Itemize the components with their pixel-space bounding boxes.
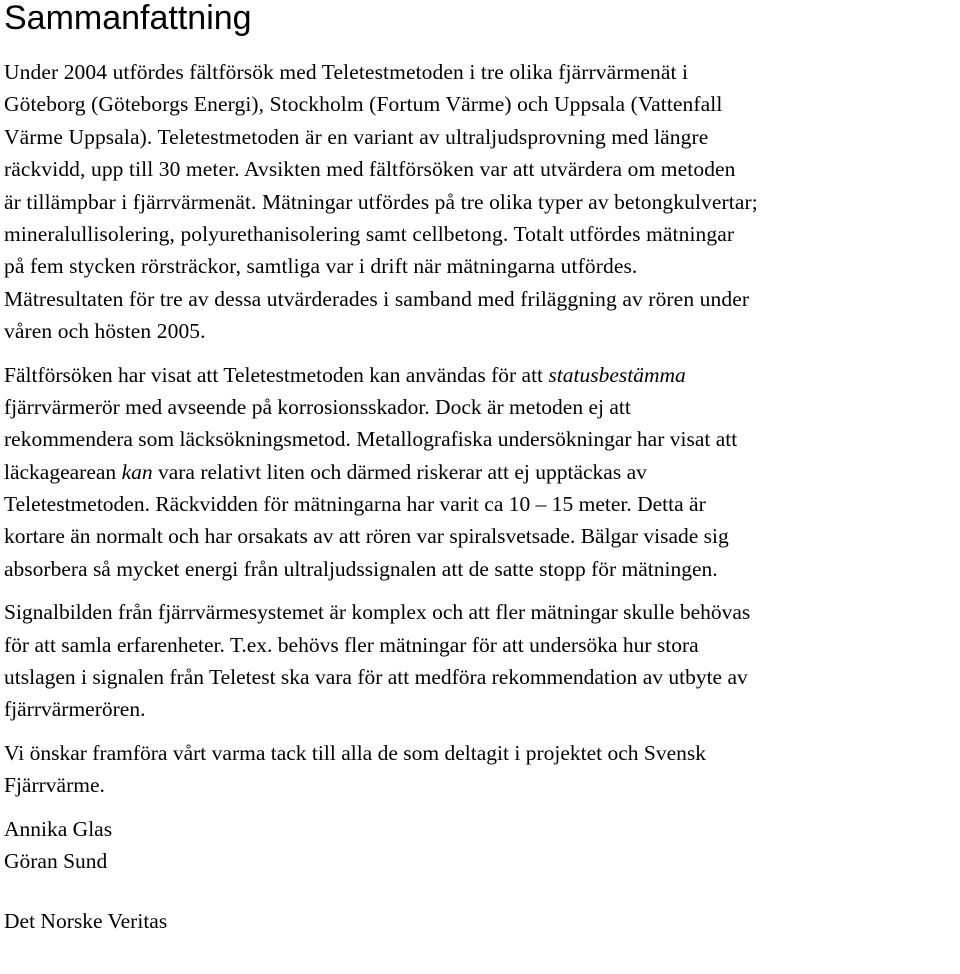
text-run: läckagearean — [4, 459, 122, 484]
text-line: utslagen i signalen från Teletest ska vara för att medföra rekommendation av utbyte av — [4, 665, 748, 690]
text-line: Mätresultaten för tre av dessa utvärderades i samband med friläggning av rören under — [4, 286, 750, 311]
text-line: absorbera så mycket energi från ultraljudssignalen att de satte stopp för mätningen. — [4, 556, 718, 581]
italic-term: kan — [121, 459, 153, 484]
document-body — [4, 56, 958, 949]
author-list — [4, 813, 958, 878]
text-line: för att samla erfarenheter. T.ex. behövs fler mätningar för att undersöka hur stora — [4, 632, 699, 657]
text-line: Vi önskar framföra vårt varma tack till alla de som deltagit i projektet och Svensk — [4, 740, 707, 765]
text-run: vara relativt liten och därmed riskerar att ej upptäckas av — [152, 459, 647, 484]
text-line — [4, 456, 958, 488]
text-line: mineralullisolering, polyurethanisolering samt cellbetong. Totalt utfördes mätningar — [4, 221, 735, 246]
italic-term: statusbestämma — [548, 362, 686, 387]
text-line: fjärrvärmerören. — [4, 697, 146, 722]
text-line: fjärrvärmerör med avseende på korrosionsskador. Dock är metoden ej att — [4, 394, 631, 419]
text-line — [4, 359, 958, 391]
paragraph-results — [4, 359, 958, 586]
text-line: Under 2004 utfördes fältförsök med Teletestmetoden i tre olika fjärrvärmenät i — [4, 60, 689, 84]
text-line: våren och hösten 2005. — [4, 319, 206, 344]
paragraph-thanks — [4, 737, 958, 802]
text-line: kortare än normalt och har orsakats av att rören var spiralsvetsade. Bälgar visade sig — [4, 524, 729, 549]
text-line: Fjärrvärme. — [4, 773, 105, 798]
page-title: Sammanfattning — [4, 0, 252, 37]
author-name: Annika Glas — [4, 816, 113, 841]
text-line: Det Norske Veritas — [4, 909, 168, 934]
paragraph-signal — [4, 596, 958, 726]
text-line: Göteborg (Göteborgs Energi), Stockholm (Fortum Värme) och Uppsala (Vattenfall — [4, 92, 723, 117]
text-line: räckvidd, upp till 30 meter. Avsikten med fältförsöken var att utvärdera om metoden — [4, 157, 736, 182]
text-line: på fem stycken rörsträckor, samtliga var i drift när mätningarna utfördes. — [4, 254, 638, 279]
text-line: Signalbilden från fjärrvärmesystemet är komplex och att fler mätningar skulle behövas — [4, 600, 751, 625]
organization-name — [4, 905, 958, 937]
text-line: rekommendera som läcksökningsmetod. Metallografiska undersökningar har visat att — [4, 427, 738, 452]
paragraph-intro — [4, 56, 958, 348]
text-line: Värme Uppsala). Teletestmetoden är en variant av ultraljudsprovning med längre — [4, 124, 709, 149]
author-name: Göran Sund — [4, 848, 108, 873]
text-line: Teletestmetoden. Räckvidden för mätningarna har varit ca 10 – 15 meter. Detta är — [4, 492, 706, 517]
text-run: Fältförsöken har visat att Teletestmetoden kan användas för att — [4, 362, 549, 387]
text-line: är tillämpbar i fjärrvärmenät. Mätningar utfördes på tre olika typer av betongkulvertar; — [4, 189, 758, 214]
